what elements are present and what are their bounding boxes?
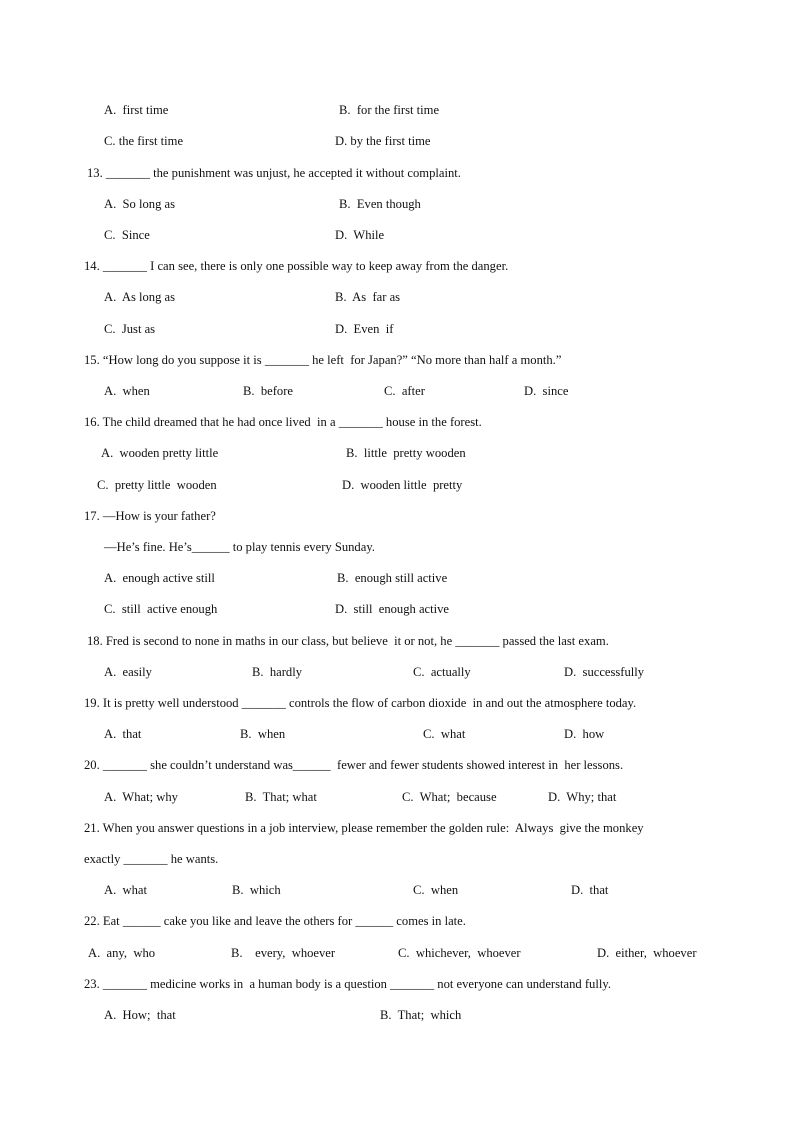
option-a: A. What; why [104, 790, 178, 804]
question-stem: 16. The child dreamed that he had once lived in a _______ house in the forest. [84, 415, 482, 429]
option-c: C. pretty little wooden [97, 478, 217, 492]
option-a: A. How; that [104, 1008, 176, 1022]
option-c: C. actually [413, 665, 471, 679]
question-stem: 20. _______ she couldn’t understand was______ fewer and fewer students showed interest in her lessons. [84, 758, 624, 772]
option-d: D. Why; that [548, 790, 617, 804]
option-d: D. by the first time [335, 134, 431, 148]
option-b: B. before [243, 384, 294, 398]
option-c: C. what [423, 727, 466, 741]
option-b: B. hardly [252, 665, 303, 679]
option-a: A. easily [104, 665, 152, 679]
option-a: A. what [104, 883, 148, 897]
option-b: B. Even though [339, 197, 421, 211]
option-a: A. wooden pretty little [101, 446, 219, 460]
option-b: B. enough still active [337, 571, 448, 585]
option-a: A. As long as [104, 290, 176, 304]
question-stem: 18. Fred is second to none in maths in our class, but believe it or not, he _______ passed the last exam. [87, 634, 609, 648]
question-stem: 14. _______ I can see, there is only one possible way to keep away from the danger. [84, 259, 509, 273]
option-a: A. first time [104, 103, 169, 117]
option-d: D. Even if [335, 322, 394, 336]
option-b: B. for the first time [339, 103, 440, 117]
question-stem: 13. _______ the punishment was unjust, he accepted it without complaint. [87, 166, 461, 180]
question-stem: 17. —How is your father? [84, 509, 216, 523]
option-a: A. when [104, 384, 150, 398]
question-stem: 22. Eat ______ cake you like and leave the others for ______ comes in late. [84, 914, 466, 928]
option-b: B. when [240, 727, 286, 741]
option-c: C. still active enough [104, 602, 218, 616]
question-stem-continued: —He’s fine. He’s______ to play tennis every Sunday. [104, 540, 375, 554]
option-d: D. While [335, 228, 385, 242]
option-c: C. whichever, whoever [398, 946, 521, 960]
option-c: C. Since [104, 228, 150, 242]
option-b: B. That; which [380, 1008, 462, 1022]
option-d: D. still enough active [335, 602, 450, 616]
option-a: A. that [104, 727, 142, 741]
option-c: C. What; because [402, 790, 497, 804]
option-d: D. either, whoever [597, 946, 697, 960]
question-stem: 21. When you answer questions in a job interview, please remember the golden rule: Always give the monkey [84, 821, 644, 835]
question-stem: 15. “How long do you suppose it is _______ he left for Japan?” “No more than half a month.” [84, 353, 562, 367]
option-c: C. after [384, 384, 425, 398]
question-stem: 19. It is pretty well understood _______ controls the flow of carbon dioxide in and out the atmosphere today. [84, 696, 637, 710]
question-stem: 23. _______ medicine works in a human body is a question _______ not everyone can understand fully. [84, 977, 611, 991]
option-d: D. wooden little pretty [342, 478, 463, 492]
option-b: B. That; what [245, 790, 317, 804]
option-a: A. So long as [104, 197, 176, 211]
option-b: B. which [232, 883, 281, 897]
option-c: C. the first time [104, 134, 184, 148]
option-b: B. little pretty wooden [346, 446, 466, 460]
option-d: D. successfully [564, 665, 645, 679]
option-a: A. enough active still [104, 571, 215, 585]
option-d: D. how [564, 727, 605, 741]
option-d: D. that [571, 883, 609, 897]
option-a: A. any, who [88, 946, 156, 960]
option-b: B. As far as [335, 290, 401, 304]
option-c: C. when [413, 883, 459, 897]
option-b: B. every, whoever [231, 946, 336, 960]
option-d: D. since [524, 384, 569, 398]
question-stem-continued: exactly _______ he wants. [84, 852, 219, 866]
option-c: C. Just as [104, 322, 156, 336]
